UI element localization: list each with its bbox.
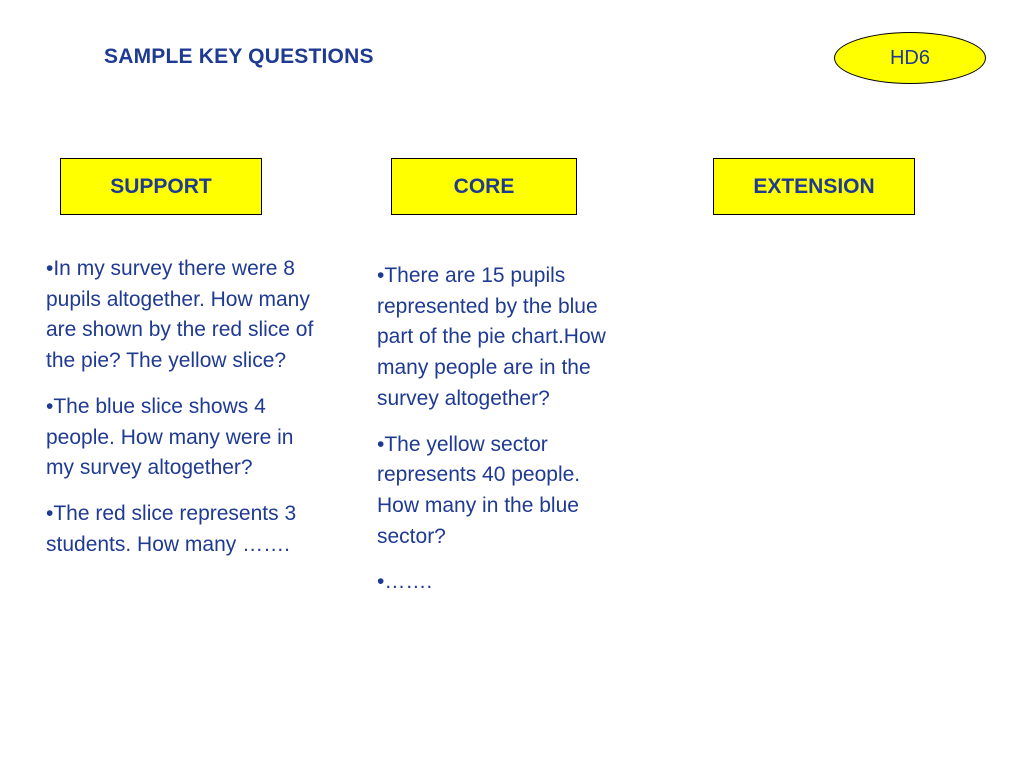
core-question-3: •…….	[377, 570, 433, 594]
core-label: CORE	[453, 174, 515, 198]
extension-label-box	[713, 158, 915, 215]
page-title: SAMPLE KEY QUESTIONS	[104, 45, 374, 68]
support-label: SUPPORT	[110, 174, 212, 198]
core-question-1: •There are 15 pupils represented by the blue part of the pie chart.How many people are in the survey altogether?	[377, 264, 606, 410]
core-label-box	[391, 158, 577, 215]
slide-code-badge	[834, 32, 986, 84]
slide-code-label: HD6	[889, 46, 930, 69]
extension-label: EXTENSION	[753, 174, 875, 198]
support-label-box	[60, 158, 262, 215]
core-questions	[377, 261, 607, 613]
support-question-3: •The red slice represents 3 students. How many …….	[46, 501, 297, 556]
support-question-2: •The blue slice shows 4 people. How many were in my survey altogether?	[46, 394, 294, 480]
support-question-1: •In my survey there were 8 pupils altogether. How many are shown by the red slice of the pie? The yellow slice?	[46, 257, 314, 373]
core-question-2: •The yellow sector represents 40 people. How many in the blue sector?	[377, 432, 581, 548]
support-questions	[46, 254, 324, 575]
